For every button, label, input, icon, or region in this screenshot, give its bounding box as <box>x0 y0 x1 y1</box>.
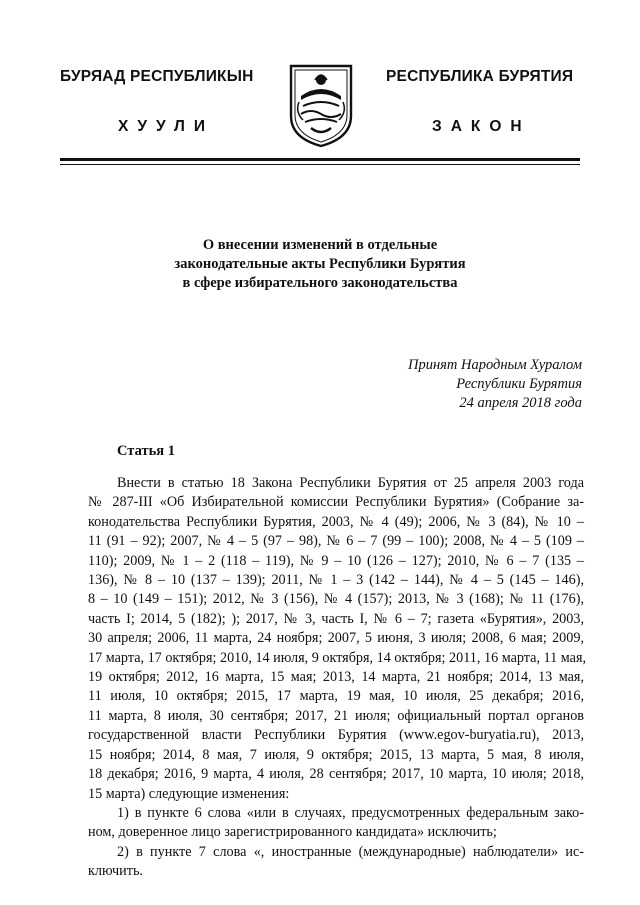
body-line: часть I; 2014, 5 (182); ); 2017, № 3, часть I, № 6 – 7; газета «Бурятия», 2003, <box>88 610 584 627</box>
body-line: 1) в пункте 6 слова «или в случаях, предусмотренных федеральным зако- <box>117 804 584 821</box>
coat-of-arms-emblem-icon <box>287 58 355 148</box>
body-line: 11 июля, 10 октября; 2015, 17 марта, 19 мая, 10 июля, 25 декабря; 2016, <box>88 688 584 705</box>
body-line: Внести в статью 18 Закона Республики Бурятия от 25 апреля 2003 года <box>117 475 584 491</box>
article-body <box>88 474 587 882</box>
law-title <box>60 236 580 293</box>
body-line: 30 апреля; 2006, 11 марта, 24 ноября; 2007, 5 июня, 3 июля; 2008, 6 мая; 2009, <box>88 630 584 647</box>
body-line: 136), № 8 – 10 (137 – 139); 2011, № 1 – 3 (142 – 144), № 4 – 5 (145 – 146), <box>88 572 584 589</box>
header-rule-thin <box>60 164 580 165</box>
body-line: 18 декабря; 2016, 9 марта, 4 июля, 28 сентября; 2017, 10 марта, 10 июля; 2018, <box>88 766 584 783</box>
body-line: ном, доверенное лицо зарегистрированного кандидата» исключить; <box>88 824 497 841</box>
body-line: 15 марта) следующие изменения: <box>88 785 290 802</box>
body-line: № 287-III «Об Избирательной комиссии Республики Бурятия» (Собрание за- <box>88 494 584 511</box>
body-line: 15 ноября; 2014, 8 мая, 7 июля, 9 октября; 2015, 13 марта, 5 мая, 8 июля, <box>88 746 584 763</box>
adoption-note-line: Республики Бурятия <box>456 376 582 392</box>
body-line: 11 марта, 8 июля, 30 сентября; 2017, 21 июля; официальный портал органов <box>88 707 584 724</box>
body-line: 110); 2009, № 1 – 2 (118 – 119), № 9 – 10 (126 – 127); 2010, № 6 – 7 (135 – <box>88 552 584 569</box>
body-line: 11 (91 – 92); 2007, № 4 – 5 (97 – 98), № 6 – 7 (99 – 100); 2008, № 4 – 5 (109 – <box>88 533 584 550</box>
article-heading: Статья 1 <box>117 443 175 459</box>
body-line: конодательства Республики Бурятия, 2003, № 4 (49); 2006, № 3 (84), № 10 – <box>88 513 584 530</box>
header-left-subtitle: ХУУЛИ <box>118 118 215 135</box>
adoption-note-line: Принят Народным Хуралом <box>407 357 582 373</box>
body-line: 19 октября; 2012, 16 марта, 15 мая; 2013, 14 марта, 21 ноября; 2014, 13 мая, <box>88 669 584 686</box>
body-line: 17 марта, 17 октября; 2010, 14 июля, 9 октября, 14 октября; 2011, 16 марта, 11 мая, <box>88 649 587 666</box>
law-title-line: О внесении изменений в отдельные <box>202 237 438 253</box>
body-line: 8 – 10 (149 – 151); 2012, № 3 (156), № 4 (157); 2013, № 3 (168); № 11 (176), <box>88 591 584 608</box>
body-line: 2) в пункте 7 слова «, иностранные (международные) наблюдатели» ис- <box>117 843 584 860</box>
adoption-note-line: 24 апреля 2018 года <box>459 395 582 411</box>
header-right-subtitle: ЗАКОН <box>432 118 531 135</box>
law-title-line: в сфере избирательного законодательства <box>182 275 458 291</box>
body-line: государственной власти Республики Бурятия (www.egov-buryatia.ru), 2013, <box>88 727 584 744</box>
header-rule-thick <box>60 158 580 161</box>
adoption-note <box>408 356 582 413</box>
header-left-title: БУРЯАД РЕСПУБЛИКЫН <box>60 68 254 85</box>
header-right-title: РЕСПУБЛИКА БУРЯТИЯ <box>386 68 574 85</box>
body-line: ключить. <box>88 863 143 880</box>
law-title-line: законодательные акты Республики Бурятия <box>174 256 466 272</box>
